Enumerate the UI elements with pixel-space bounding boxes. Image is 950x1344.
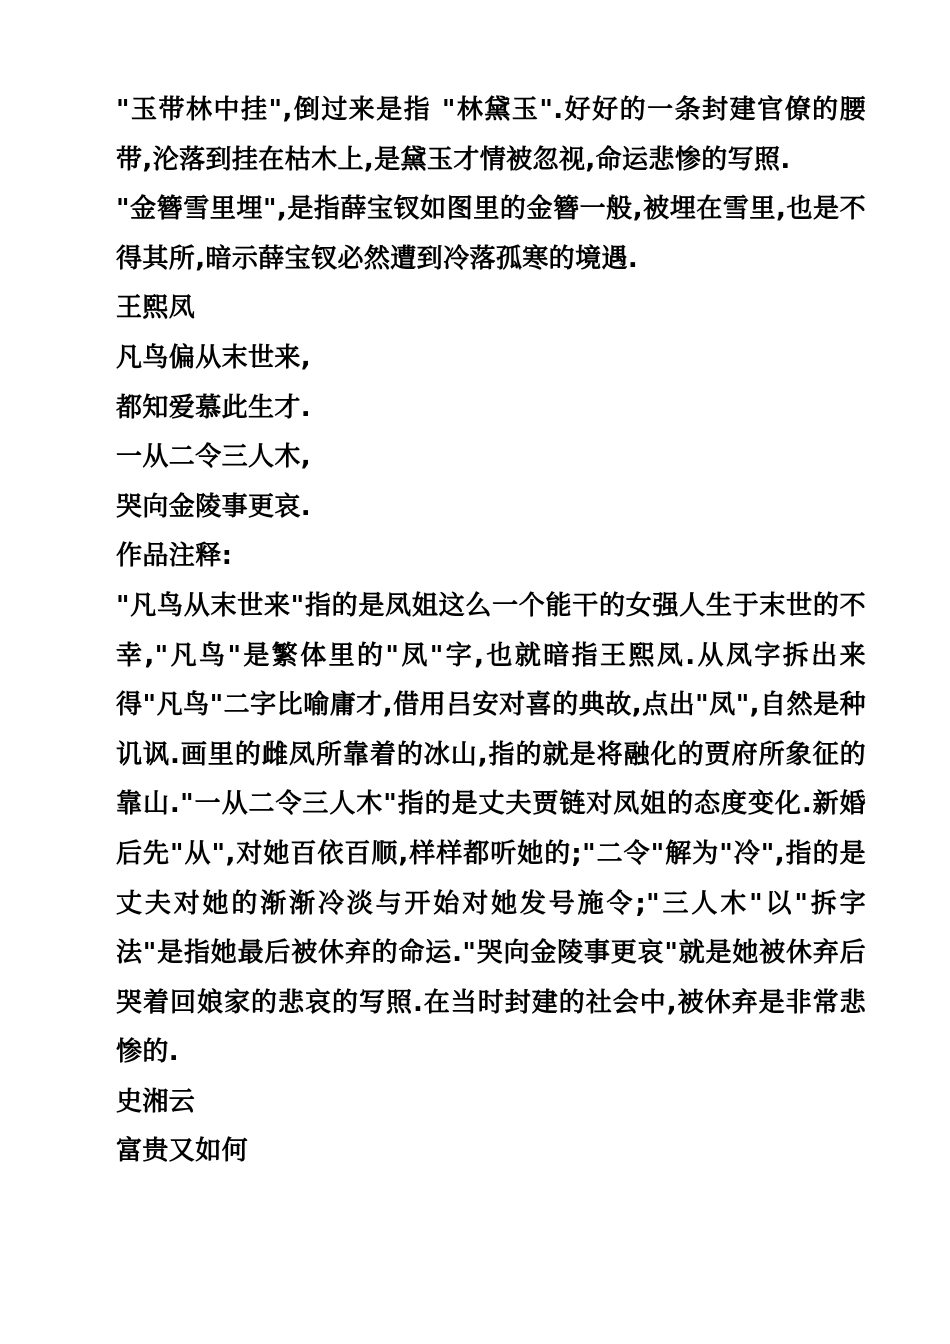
document-page bbox=[116, 86, 866, 1177]
heading-annotation: 作品注释: bbox=[116, 541, 233, 572]
paragraph-annotation: "凡鸟从末世来"指的是凤姐这么一个能干的女强人生于末世的不幸,"凡鸟"是繁体里的"凤"字,也就暗指王熙凤.从凤字拆出来得"凡鸟"二字比喻庸才,借用吕安对喜的典故,点出"凤",自然是种讥讽.画里的雌凤所靠着的冰山,指的就是将融化的贾府所象征的靠山."一从二令三人木"指的是丈夫贾链对凤姐的态度变化.新婚后先"从",对她百依百顺,样样都听她的;"二令"解为"冷",指的是丈夫对她的渐渐冷淡与开始对她发号施令;"三人木"以"拆字法"是指她最后被休弃的命运."哭向金陵事更哀"就是她被休弃后哭着回娘家的悲哀的写照.在当时封建的社会中,被休弃是非常悲惨的. bbox=[116, 590, 866, 1068]
heading-wang-xifeng: 王熙凤 bbox=[116, 293, 196, 324]
paragraph-jinzan: "金簪雪里埋",是指薛宝钗如图里的金簪一般,被埋在雪里,也是不得其所,暗示薛宝钗必然遭到冷落孤寒的境遇. bbox=[116, 194, 866, 274]
paragraph-yudai: "玉带林中挂",倒过来是指 "林黛玉".好好的一条封建官僚的腰带,沦落到挂在枯木上,是黛玉才情被忽视,命运悲惨的写照. bbox=[116, 95, 866, 175]
verse-line-1: 凡鸟偏从末世来, bbox=[116, 342, 312, 373]
verse-line-4: 哭向金陵事更哀. bbox=[116, 491, 312, 522]
verse-line-2: 都知爱慕此生才. bbox=[116, 392, 312, 423]
heading-shi-xiangyun: 史湘云 bbox=[116, 1086, 196, 1117]
verse-line-3: 一从二令三人木, bbox=[116, 442, 312, 473]
verse-line-5: 富贵又如何 bbox=[116, 1136, 249, 1167]
